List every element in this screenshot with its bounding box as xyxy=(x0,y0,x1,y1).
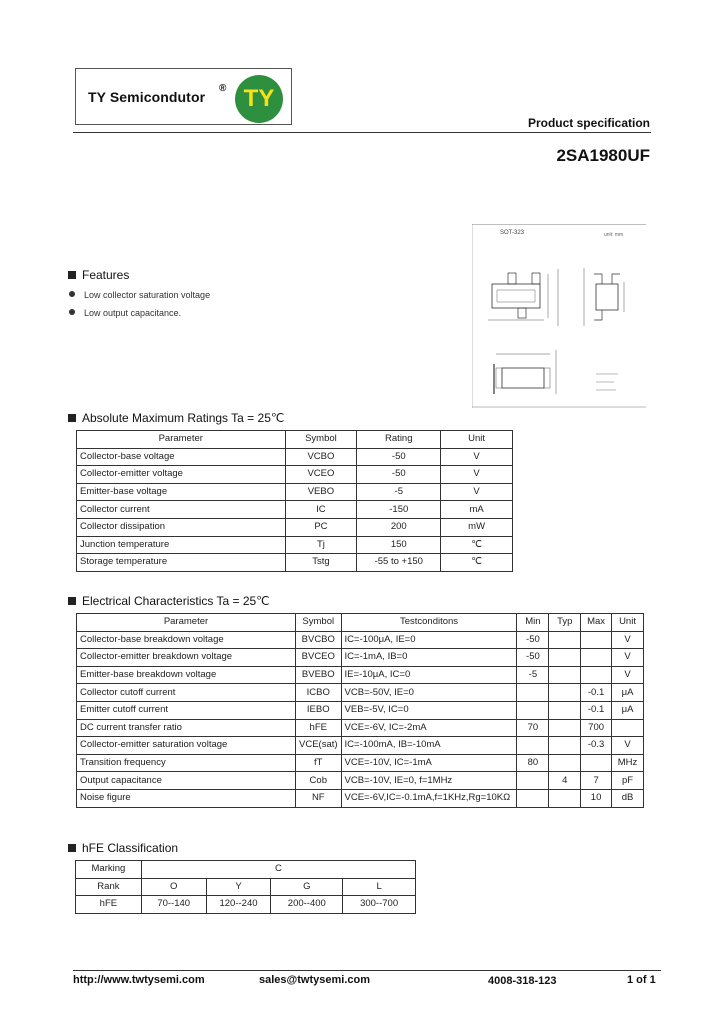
table-row xyxy=(77,483,513,501)
table-cell: -5 xyxy=(357,483,441,501)
table-cell: VEB=-5V, IC=0 xyxy=(341,701,517,719)
feature-item: Low output capacitance. xyxy=(69,308,181,318)
table-cell xyxy=(549,666,581,684)
elec-table xyxy=(76,613,644,808)
table-cell xyxy=(549,684,581,702)
hfe-table xyxy=(75,860,416,914)
hfe-heading: hFE Classification xyxy=(68,841,178,855)
ty-logo-icon: TY xyxy=(235,75,283,123)
col-header: Max xyxy=(581,614,612,632)
table-cell: 10 xyxy=(581,789,612,807)
table-cell: V xyxy=(612,666,644,684)
table-cell: IC xyxy=(285,501,357,519)
table-cell: V xyxy=(612,737,644,755)
table-cell: V xyxy=(441,483,513,501)
table-cell xyxy=(612,719,644,737)
rank-cell: Y xyxy=(206,878,271,896)
table-cell: -0.1 xyxy=(581,684,612,702)
table-cell: Tj xyxy=(285,536,357,554)
col-header: Rating xyxy=(357,431,441,449)
table-cell: V xyxy=(441,466,513,484)
table-cell: Output capacitance xyxy=(77,772,296,790)
hfe-range: 200--400 xyxy=(271,896,343,914)
table-cell: fT xyxy=(296,754,342,772)
page-number: 1 of 1 xyxy=(627,974,656,986)
table-row xyxy=(77,754,644,772)
rank-cell: G xyxy=(271,878,343,896)
table-cell: 150 xyxy=(357,536,441,554)
table-cell: Junction temperature xyxy=(77,536,286,554)
table-cell xyxy=(517,701,549,719)
table-row xyxy=(77,737,644,755)
table-cell xyxy=(549,701,581,719)
rank-label: Rank xyxy=(76,878,142,896)
table-cell xyxy=(581,631,612,649)
table-row xyxy=(77,701,644,719)
table-cell: MHz xyxy=(612,754,644,772)
table-cell xyxy=(517,772,549,790)
table-row xyxy=(77,518,513,536)
table-cell xyxy=(549,719,581,737)
table-cell: 200 xyxy=(357,518,441,536)
registered-mark: ® xyxy=(219,83,227,94)
table-row xyxy=(77,772,644,790)
rank-cell: L xyxy=(343,878,416,896)
table-cell: Collector cutoff current xyxy=(77,684,296,702)
table-cell: -0.3 xyxy=(581,737,612,755)
table-row xyxy=(77,554,513,572)
table-cell xyxy=(581,754,612,772)
table-cell xyxy=(549,649,581,667)
feature-item: Low collector saturation voltage xyxy=(69,290,210,300)
marking-label: Marking xyxy=(76,861,142,879)
abs-max-heading: Absolute Maximum Ratings Ta = 25℃ xyxy=(68,411,284,425)
table-cell: Collector-emitter voltage xyxy=(77,466,286,484)
table-cell: V xyxy=(612,631,644,649)
table-cell: V xyxy=(441,448,513,466)
rank-cell: O xyxy=(141,878,206,896)
table-cell: -50 xyxy=(517,649,549,667)
table-cell: Emitter cutoff current xyxy=(77,701,296,719)
col-header: Symbol xyxy=(296,614,342,632)
table-cell: 4 xyxy=(549,772,581,790)
table-row xyxy=(77,536,513,554)
table-cell: ICBO xyxy=(296,684,342,702)
package-name: SOT-323 xyxy=(500,230,525,236)
features-heading: Features xyxy=(68,268,129,282)
table-cell: Collector-emitter breakdown voltage xyxy=(77,649,296,667)
table-cell xyxy=(549,631,581,649)
table-cell: IEBO xyxy=(296,701,342,719)
header-divider xyxy=(73,132,651,133)
table-cell xyxy=(517,789,549,807)
square-bullet-icon xyxy=(68,597,76,605)
col-header: Typ xyxy=(549,614,581,632)
table-row xyxy=(77,501,513,519)
table-cell: Collector-base breakdown voltage xyxy=(77,631,296,649)
table-cell: Emitter-base voltage xyxy=(77,483,286,501)
table-cell: 70 xyxy=(517,719,549,737)
bullet-icon xyxy=(69,309,75,315)
elec-heading: Electrical Characteristics Ta = 25℃ xyxy=(68,594,270,608)
table-cell: VCE=-6V, IC=-2mA xyxy=(341,719,517,737)
table-cell: Collector-base voltage xyxy=(77,448,286,466)
table-cell: Noise figure xyxy=(77,789,296,807)
table-cell: Emitter-base breakdown voltage xyxy=(77,666,296,684)
table-cell: Collector current xyxy=(77,501,286,519)
table-cell: μA xyxy=(612,701,644,719)
table-cell: IC=-1mA, IB=0 xyxy=(341,649,517,667)
table-cell: IC=-100μA, IE=0 xyxy=(341,631,517,649)
table-cell: dB xyxy=(612,789,644,807)
table-cell: DC current transfer ratio xyxy=(77,719,296,737)
hfe-range: 300--700 xyxy=(343,896,416,914)
table-cell: pF xyxy=(612,772,644,790)
table-cell xyxy=(581,649,612,667)
doc-type: Product specification xyxy=(527,116,650,130)
table-cell xyxy=(549,754,581,772)
col-header: Testconditons xyxy=(341,614,517,632)
table-row xyxy=(77,448,513,466)
col-header: Unit xyxy=(612,614,644,632)
company-name: TY Semicondutor xyxy=(88,89,206,105)
table-cell: Collector-emitter saturation voltage xyxy=(77,737,296,755)
table-row xyxy=(77,789,644,807)
table-cell: -5 xyxy=(517,666,549,684)
table-cell xyxy=(517,737,549,755)
table-cell: -50 xyxy=(357,448,441,466)
table-cell: -150 xyxy=(357,501,441,519)
package-drawing xyxy=(472,224,646,408)
table-row xyxy=(77,466,513,484)
table-cell: VCBO xyxy=(285,448,357,466)
table-row xyxy=(77,684,644,702)
hfe-range: 70--140 xyxy=(141,896,206,914)
col-header: Unit xyxy=(441,431,513,449)
table-cell: BVCEO xyxy=(296,649,342,667)
table-cell: IC=-100mA, IB=-10mA xyxy=(341,737,517,755)
marking-value: C xyxy=(141,861,415,879)
square-bullet-icon xyxy=(68,414,76,422)
footer-divider xyxy=(73,970,661,971)
table-cell: -0.1 xyxy=(581,701,612,719)
table-row xyxy=(77,719,644,737)
table-cell: mA xyxy=(441,501,513,519)
abs-max-table xyxy=(76,430,513,572)
table-cell: Cob xyxy=(296,772,342,790)
table-cell: BVCBO xyxy=(296,631,342,649)
table-row xyxy=(77,666,644,684)
table-cell: -50 xyxy=(357,466,441,484)
hfe-label: hFE xyxy=(76,896,142,914)
square-bullet-icon xyxy=(68,844,76,852)
table-cell: BVEBO xyxy=(296,666,342,684)
package-unit: unit: mm xyxy=(604,232,624,238)
table-cell xyxy=(517,684,549,702)
table-cell: VCB=-10V, IE=0, f=1MHz xyxy=(341,772,517,790)
bullet-icon xyxy=(69,291,75,297)
table-cell: Storage temperature xyxy=(77,554,286,572)
table-row xyxy=(77,631,644,649)
table-cell: V xyxy=(612,649,644,667)
email-link[interactable]: sales@twtysemi.com xyxy=(259,974,370,986)
table-cell: VCE(sat) xyxy=(296,737,342,755)
table-cell: VCB=-50V, IE=0 xyxy=(341,684,517,702)
table-cell: 7 xyxy=(581,772,612,790)
col-header: Parameter xyxy=(77,431,286,449)
table-cell xyxy=(549,789,581,807)
table-cell: -55 to +150 xyxy=(357,554,441,572)
table-cell xyxy=(549,737,581,755)
table-cell xyxy=(581,666,612,684)
table-cell: PC xyxy=(285,518,357,536)
table-cell: VCEO xyxy=(285,466,357,484)
table-cell: ℃ xyxy=(441,536,513,554)
part-number: 2SA1980UF xyxy=(556,146,650,165)
table-cell: Tstg xyxy=(285,554,357,572)
col-header: Symbol xyxy=(285,431,357,449)
table-cell: VEBO xyxy=(285,483,357,501)
phone-number: 4008-318-123 xyxy=(488,975,557,987)
col-header: Parameter xyxy=(77,614,296,632)
table-row xyxy=(77,649,644,667)
table-cell: -50 xyxy=(517,631,549,649)
hfe-range: 120--240 xyxy=(206,896,271,914)
table-cell: NF xyxy=(296,789,342,807)
table-cell: ℃ xyxy=(441,554,513,572)
square-bullet-icon xyxy=(68,271,76,279)
table-cell: IE=-10μA, IC=0 xyxy=(341,666,517,684)
table-cell: VCE=-10V, IC=-1mA xyxy=(341,754,517,772)
table-cell: 700 xyxy=(581,719,612,737)
col-header: Min xyxy=(517,614,549,632)
table-cell: μA xyxy=(612,684,644,702)
table-cell: 80 xyxy=(517,754,549,772)
table-cell: VCE=-6V,IC=-0.1mA,f=1KHz,Rg=10KΩ xyxy=(341,789,517,807)
website-link[interactable]: http://www.twtysemi.com xyxy=(73,974,205,986)
table-cell: hFE xyxy=(296,719,342,737)
table-cell: mW xyxy=(441,518,513,536)
table-cell: Collector dissipation xyxy=(77,518,286,536)
table-cell: Transition frequency xyxy=(77,754,296,772)
